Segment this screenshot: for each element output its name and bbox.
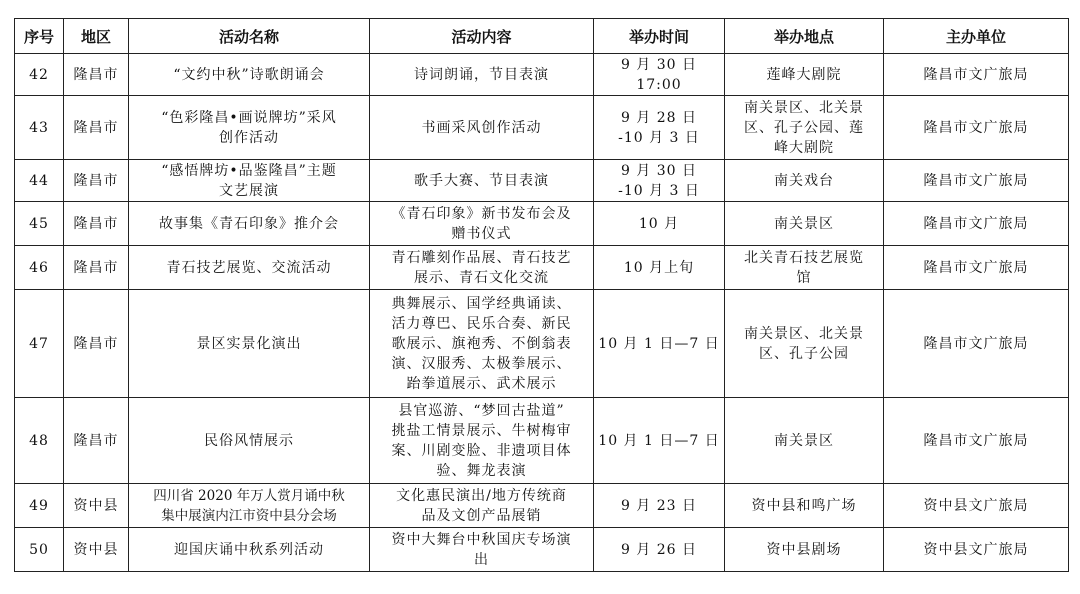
cell-region: 资中县 [64, 528, 129, 572]
cell-time: 9 月 28 日 -10 月 3 日 [594, 96, 725, 160]
cell-index: 44 [15, 160, 64, 202]
cell-activity-name: “色彩隆昌•画说牌坊”采风 创作活动 [129, 96, 370, 160]
header-region: 地区 [64, 19, 129, 54]
cell-activity-content: 县官巡游、“梦回古盐道” 挑盐工情景展示、牛树梅审 案、川剧变脸、非遗项目体 验、舞龙表演 [370, 398, 594, 484]
table-row [15, 528, 1069, 572]
cell-organizer: 隆昌市文广旅局 [884, 54, 1069, 96]
cell-index: 49 [15, 484, 64, 528]
cell-venue: 北关青石技艺展览 馆 [725, 246, 884, 290]
header-venue: 举办地点 [725, 19, 884, 54]
table-row [15, 202, 1069, 246]
cell-organizer: 资中县文广旅局 [884, 484, 1069, 528]
cell-time: 9 月 30 日 17:00 [594, 54, 725, 96]
cell-venue: 南关景区 [725, 398, 884, 484]
cell-time: 9 月 30 日 -10 月 3 日 [594, 160, 725, 202]
cell-time: 9 月 23 日 [594, 484, 725, 528]
cell-organizer: 隆昌市文广旅局 [884, 246, 1069, 290]
cell-time: 9 月 26 日 [594, 528, 725, 572]
cell-time: 10 月 1 日—7 日 [594, 290, 725, 398]
header-activity-name: 活动名称 [129, 19, 370, 54]
activity-table-container [14, 18, 1068, 572]
cell-region: 隆昌市 [64, 290, 129, 398]
cell-organizer: 隆昌市文广旅局 [884, 96, 1069, 160]
cell-index: 50 [15, 528, 64, 572]
cell-time: 10 月 1 日—7 日 [594, 398, 725, 484]
header-organizer: 主办单位 [884, 19, 1069, 54]
table-row [15, 160, 1069, 202]
cell-activity-content: 青石雕刻作品展、青石技艺 展示、青石文化交流 [370, 246, 594, 290]
cell-region: 隆昌市 [64, 96, 129, 160]
cell-index: 48 [15, 398, 64, 484]
table-header-row [15, 19, 1069, 54]
cell-activity-content: 《青石印象》新书发布会及 赠书仪式 [370, 202, 594, 246]
cell-region: 隆昌市 [64, 398, 129, 484]
cell-organizer: 资中县文广旅局 [884, 528, 1069, 572]
cell-time: 10 月 [594, 202, 725, 246]
cell-venue: 资中县剧场 [725, 528, 884, 572]
cell-activity-name: 迎国庆诵中秋系列活动 [129, 528, 370, 572]
cell-organizer: 隆昌市文广旅局 [884, 160, 1069, 202]
cell-region: 隆昌市 [64, 246, 129, 290]
cell-activity-content: 诗词朗诵，节目表演 [370, 54, 594, 96]
cell-index: 47 [15, 290, 64, 398]
cell-activity-content: 书画采风创作活动 [370, 96, 594, 160]
cell-activity-name: 故事集《青石印象》推介会 [129, 202, 370, 246]
table-row [15, 54, 1069, 96]
cell-activity-name: 景区实景化演出 [129, 290, 370, 398]
cell-organizer: 隆昌市文广旅局 [884, 398, 1069, 484]
cell-time: 10 月上旬 [594, 246, 725, 290]
cell-index: 42 [15, 54, 64, 96]
cell-index: 43 [15, 96, 64, 160]
header-index: 序号 [15, 19, 64, 54]
cell-region: 资中县 [64, 484, 129, 528]
cell-activity-name: “感悟牌坊•品鉴隆昌”主题 文艺展演 [129, 160, 370, 202]
cell-index: 45 [15, 202, 64, 246]
cell-activity-content: 资中大舞台中秋国庆专场演 出 [370, 528, 594, 572]
activity-table [14, 18, 1069, 572]
table-row [15, 290, 1069, 398]
cell-venue: 莲峰大剧院 [725, 54, 884, 96]
header-activity-content: 活动内容 [370, 19, 594, 54]
cell-organizer: 隆昌市文广旅局 [884, 202, 1069, 246]
cell-index: 46 [15, 246, 64, 290]
cell-venue: 南关景区、北关景 区、孔子公园 [725, 290, 884, 398]
cell-venue: 南关戏台 [725, 160, 884, 202]
table-row [15, 246, 1069, 290]
header-time: 举办时间 [594, 19, 725, 54]
cell-region: 隆昌市 [64, 54, 129, 96]
cell-activity-content: 歌手大赛、节目表演 [370, 160, 594, 202]
cell-activity-name: 青石技艺展览、交流活动 [129, 246, 370, 290]
table-row [15, 484, 1069, 528]
cell-activity-name: 民俗风情展示 [129, 398, 370, 484]
cell-region: 隆昌市 [64, 160, 129, 202]
cell-region: 隆昌市 [64, 202, 129, 246]
cell-venue: 南关景区、北关景 区、孔子公园、莲 峰大剧院 [725, 96, 884, 160]
table-row [15, 398, 1069, 484]
cell-organizer: 隆昌市文广旅局 [884, 290, 1069, 398]
cell-activity-content: 典舞展示、国学经典诵读、 活力尊巴、民乐合奏、新民 歌展示、旗袍秀、不倒翁表 演、汉服秀、太极拳展示、 跆拳道展示、武术展示 [370, 290, 594, 398]
table-row [15, 96, 1069, 160]
cell-activity-name: 四川省 2020 年万人赏月诵中秋 集中展演内江市资中县分会场 [129, 484, 370, 528]
cell-venue: 资中县和鸣广场 [725, 484, 884, 528]
cell-venue: 南关景区 [725, 202, 884, 246]
cell-activity-name: “文约中秋”诗歌朗诵会 [129, 54, 370, 96]
cell-activity-content: 文化惠民演出/地方传统商 品及文创产品展销 [370, 484, 594, 528]
